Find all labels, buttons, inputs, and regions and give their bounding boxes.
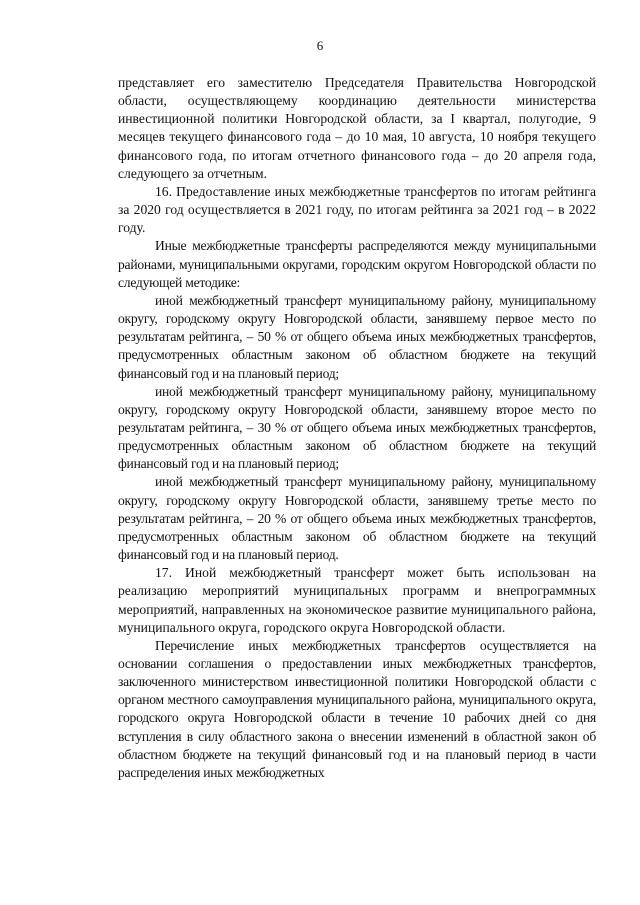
page-number: 6 bbox=[316, 38, 324, 53]
paragraph-transfer-procedure: Перечисление иных межбюджетных трансфертов осуществляется на основании соглашения о предоставлении иных межбюджетных трансфертов, заключенного министерством инвестиционной политики Новгородской области с органом местного самоуправления муниципального района, муниципального округа, городского округа Новгородской области в течение 10 рабочих дней со дня вступления в силу областного закона о внесении изменений в областной закон об областном бюджете на текущий финансовый год и на плановый период в части распределения иных межбюджетных bbox=[118, 637, 596, 780]
paragraph-continuation: представляет его заместителю Председателя Правительства Новгородской области, осуществляющему координацию деятельности министерства инвестиционной политики Новгородской области, за I квартал, полугодие, 9 месяцев текущего финансового года – до 10 мая, 10 августа, 10 ноября текущего финансового года, по итогам отчетного финансового года – до 20 апреля года, следующего за отчетным. bbox=[118, 75, 596, 181]
paragraph-item-16: 16. Предоставление иных межбюджетные трансфертов по итогам рейтинга за 2020 год осуществляется в 2021 году, по итогам рейтинга за 2021 год – в 2022 году. bbox=[118, 183, 596, 236]
paragraph-first-place: иной межбюджетный трансферт муниципальному району, муниципальному округу, городскому округу Новгородской области, занявшему первое место по результатам рейтинга, – 50 % от общего объема иных межбюджетных трансфертов, предусмотренных областным законом об областном бюджете на текущий финансовый год и на плановый период; bbox=[118, 292, 596, 381]
paragraph-item-17: 17. Иной межбюджетный трансферт может быть использован на реализацию мероприятий муниципальных программ и внепрограммных мероприятий, направленных на экономическое развитие муниципального района, муниципального округа, городского округа Новгородской области. bbox=[118, 565, 596, 635]
document-body bbox=[118, 74, 596, 782]
paragraph-third-place: иной межбюджетный трансферт муниципальному району, муниципальному округу, городскому округу Новгородской области, занявшему третье место по результатам рейтинга, – 20 % от общего объема иных межбюджетных трансфертов, предусмотренных областным законом об областном бюджете на текущий финансовый год и на плановый период. bbox=[118, 474, 596, 563]
paragraph-distribution-method: Иные межбюджетные трансферты распределяются между муниципальными районами, муниципальными округами, городским округом Новгородской области по следующей методике: bbox=[118, 238, 596, 290]
paragraph-second-place: иной межбюджетный трансферт муниципальному району, муниципальному округу, городскому округу Новгородской области, занявшему второе место по результатам рейтинга, – 30 % от общего объема иных межбюджетных трансфертов, предусмотренных областным законом об областном бюджете на текущий финансовый год и на плановый период; bbox=[118, 383, 596, 472]
